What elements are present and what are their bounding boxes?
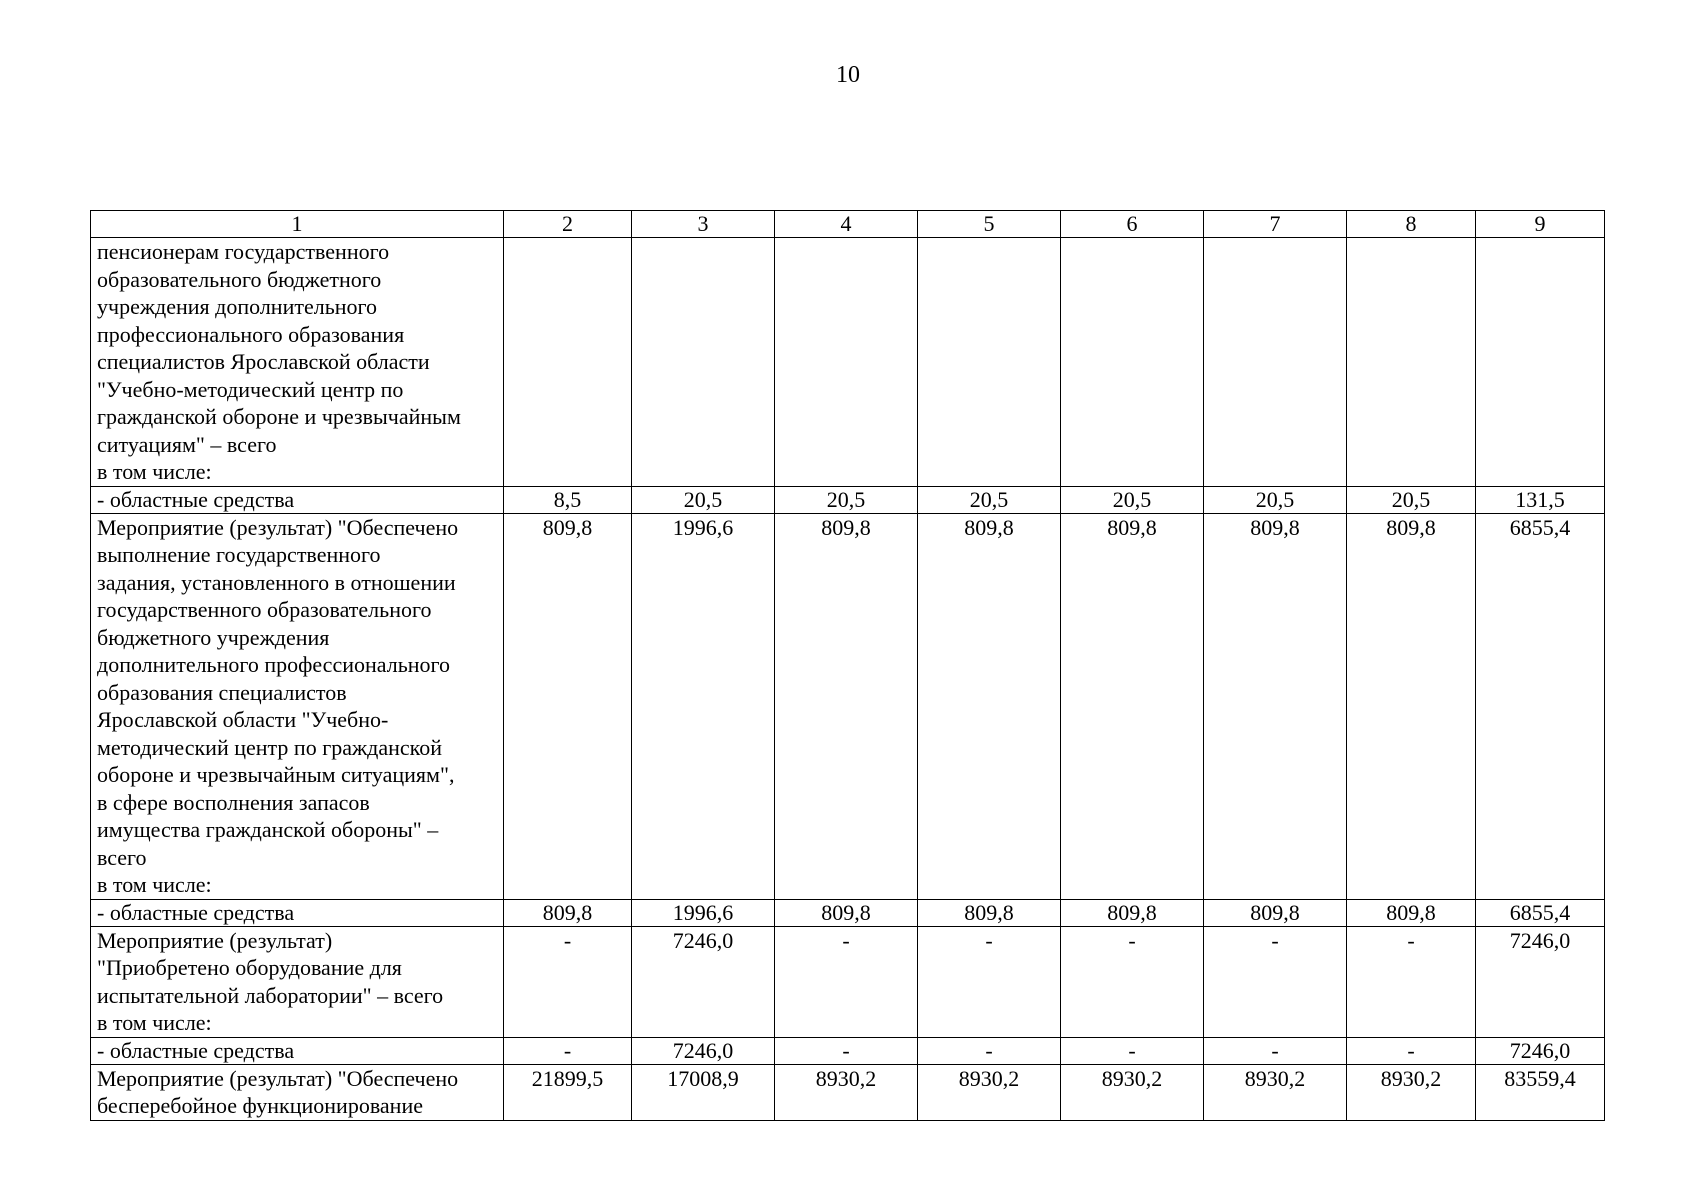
page-number: 10 <box>836 62 860 88</box>
value-cell: 8930,2 <box>1347 1064 1476 1120</box>
value-cell: - <box>775 1037 918 1064</box>
value-cell: - <box>918 926 1061 1037</box>
value-cell: 6855,4 <box>1476 899 1605 926</box>
value-cell: 1996,6 <box>632 899 775 926</box>
value-cell: 809,8 <box>918 513 1061 899</box>
value-cell: 809,8 <box>1061 899 1204 926</box>
column-number: 7 <box>1204 211 1347 238</box>
value-cell: 1996,6 <box>632 513 775 899</box>
column-number: 4 <box>775 211 918 238</box>
value-cell <box>504 238 632 487</box>
value-cell: - <box>504 926 632 1037</box>
value-cell: 809,8 <box>504 899 632 926</box>
value-cell: - <box>1204 1037 1347 1064</box>
measure-row <box>91 238 1605 487</box>
value-cell: - <box>1061 926 1204 1037</box>
value-cell <box>775 238 918 487</box>
funding-source-label: - областные средства <box>91 486 504 513</box>
value-cell <box>1204 238 1347 487</box>
funding-source-label: - областные средства <box>91 899 504 926</box>
measure-row <box>91 1064 1605 1120</box>
column-number: 1 <box>91 211 504 238</box>
column-number: 3 <box>632 211 775 238</box>
column-number: 6 <box>1061 211 1204 238</box>
value-cell: 809,8 <box>1061 513 1204 899</box>
column-number: 9 <box>1476 211 1605 238</box>
funding-source-row <box>91 899 1605 926</box>
measure-row <box>91 513 1605 899</box>
value-cell: 20,5 <box>918 486 1061 513</box>
value-cell: 20,5 <box>1204 486 1347 513</box>
value-cell: - <box>1347 926 1476 1037</box>
value-cell: 21899,5 <box>504 1064 632 1120</box>
funding-source-label: - областные средства <box>91 1037 504 1064</box>
value-cell: - <box>918 1037 1061 1064</box>
value-cell <box>1061 238 1204 487</box>
value-cell: 809,8 <box>1347 513 1476 899</box>
value-cell: - <box>775 926 918 1037</box>
value-cell: 809,8 <box>775 513 918 899</box>
value-cell: 809,8 <box>1204 899 1347 926</box>
value-cell <box>1476 238 1605 487</box>
value-cell: 7246,0 <box>1476 926 1605 1037</box>
funding-source-row <box>91 486 1605 513</box>
value-cell: 809,8 <box>1347 899 1476 926</box>
value-cell: - <box>1204 926 1347 1037</box>
value-cell: 83559,4 <box>1476 1064 1605 1120</box>
value-cell: 6855,4 <box>1476 513 1605 899</box>
measure-description: пенсионерам государственного образовательного бюджетного учреждения дополнительного профессионального образования специалистов Ярославской области "Учебно-методический центр по гражданской обороне и чрезвычайным ситуациям" – всего в том числе: <box>91 238 504 487</box>
measure-description: Мероприятие (результат) "Обеспечено бесперебойное функционирование <box>91 1064 504 1120</box>
column-number: 2 <box>504 211 632 238</box>
value-cell: 809,8 <box>504 513 632 899</box>
value-cell: - <box>1347 1037 1476 1064</box>
measure-description: Мероприятие (результат) "Обеспечено выполнение государственного задания, установленного в отношении государственного образовательного бюджетного учреждения дополнительного профессионального образования специалистов Ярославской области "Учебно- методический центр по гражданской обороне и чрезвычайным ситуациям", в сфере восполнения запасов имущества гражданской обороны" – всего в том числе: <box>91 513 504 899</box>
value-cell: 8930,2 <box>1204 1064 1347 1120</box>
value-cell: 20,5 <box>632 486 775 513</box>
value-cell: 17008,9 <box>632 1064 775 1120</box>
value-cell: 7246,0 <box>632 926 775 1037</box>
value-cell: 8930,2 <box>918 1064 1061 1120</box>
value-cell: 20,5 <box>775 486 918 513</box>
value-cell <box>918 238 1061 487</box>
value-cell: 809,8 <box>918 899 1061 926</box>
column-number: 5 <box>918 211 1061 238</box>
value-cell: 809,8 <box>775 899 918 926</box>
value-cell: 7246,0 <box>1476 1037 1605 1064</box>
value-cell <box>1347 238 1476 487</box>
column-number: 8 <box>1347 211 1476 238</box>
value-cell: 7246,0 <box>632 1037 775 1064</box>
value-cell <box>632 238 775 487</box>
table-body <box>91 211 1605 1121</box>
value-cell: 8930,2 <box>775 1064 918 1120</box>
value-cell: - <box>1061 1037 1204 1064</box>
value-cell: 20,5 <box>1061 486 1204 513</box>
value-cell: 8,5 <box>504 486 632 513</box>
value-cell: 809,8 <box>1204 513 1347 899</box>
value-cell: 20,5 <box>1347 486 1476 513</box>
measure-row <box>91 926 1605 1037</box>
funding-source-row <box>91 1037 1605 1064</box>
value-cell: 131,5 <box>1476 486 1605 513</box>
value-cell: 8930,2 <box>1061 1064 1204 1120</box>
value-cell: - <box>504 1037 632 1064</box>
column-number-row <box>91 211 1605 238</box>
budget-table <box>90 210 1605 1121</box>
measure-description: Мероприятие (результат) "Приобретено оборудование для испытательной лаборатории" – всего в том числе: <box>91 926 504 1037</box>
